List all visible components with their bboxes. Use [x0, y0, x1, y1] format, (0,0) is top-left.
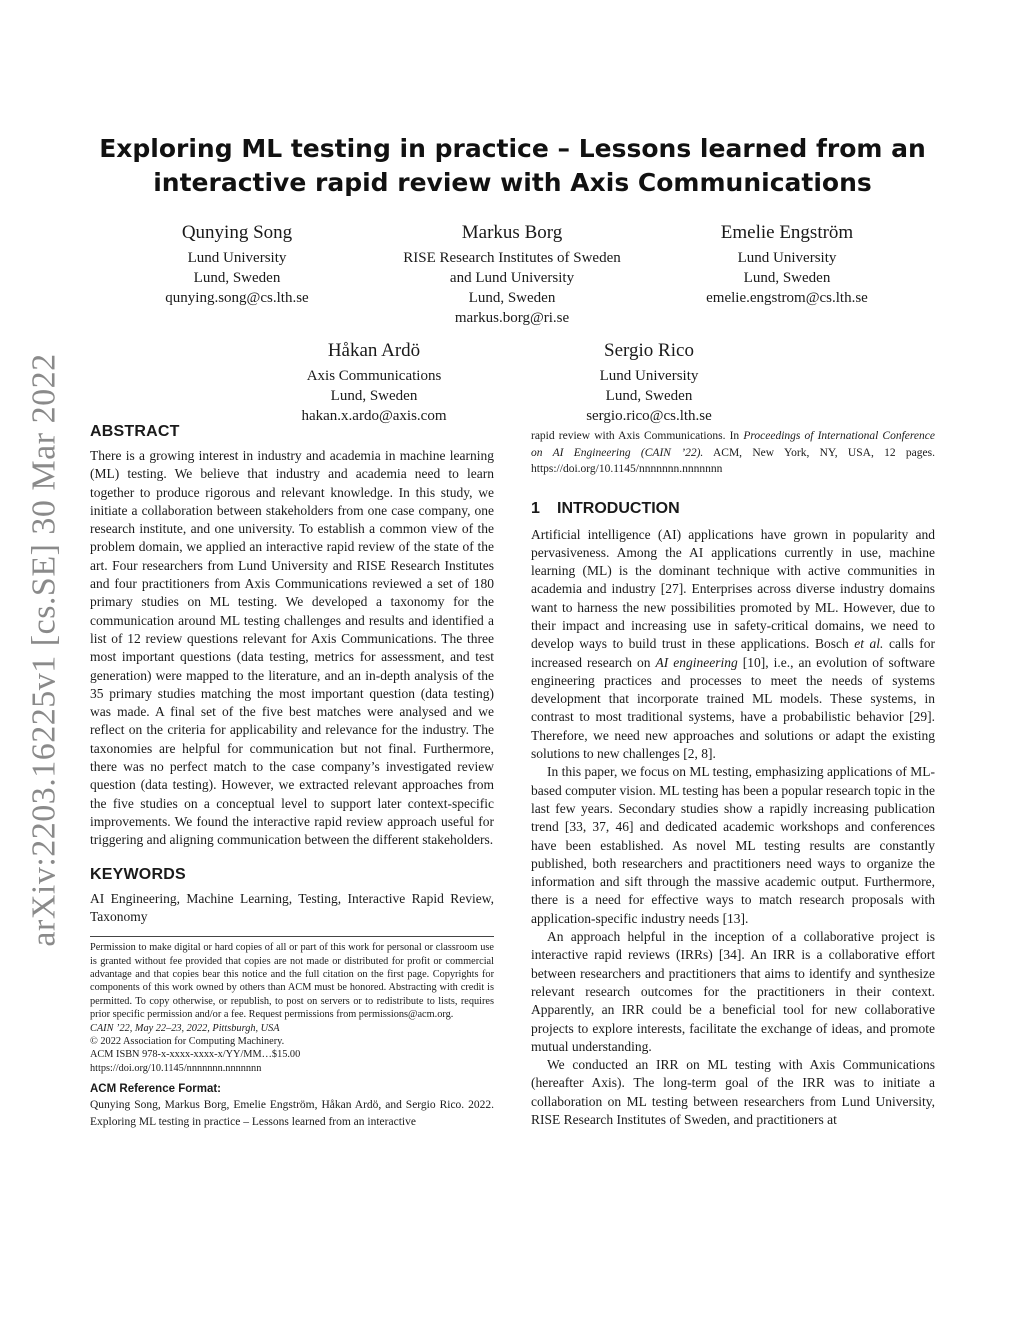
right-column	[531, 428, 935, 1129]
abstract-heading: ABSTRACT	[90, 423, 180, 440]
text-run-italic: et al.	[854, 636, 884, 652]
author-email: hakan.x.ardo@axis.com	[301, 408, 447, 424]
section-title: INTRODUCTION	[557, 499, 680, 517]
acm-reference-continued	[531, 428, 935, 478]
author-location: Lund, Sweden	[743, 270, 831, 286]
footnote-divider	[90, 936, 494, 937]
acm-ref-italic: Proceedings of International Conference on AI Engineering (CAIN ’22).	[531, 430, 935, 459]
author-location: Lund, Sweden	[193, 270, 281, 286]
author-affiliation: RISE Research Institutes of Sweden	[403, 250, 621, 266]
author-email: qunying.song@cs.lth.se	[165, 290, 309, 306]
author-affiliation: Lund University	[737, 250, 837, 266]
author-block-3	[682, 220, 892, 308]
author-block-2	[382, 220, 642, 328]
text-run: Artificial intelligence (AI) applications have grown in popularity and pervasiveness. Among the AI applications currently in use, machine learning (ML) is the dominant technique with active communities in academia and industry [27]. Enterprises across diverse industry domains want to harness the new possibilities promoted by ML. However, due to their impact and increasing use in safety-critical domains, we need to develop ways to build trust in these applications. Bosch	[531, 526, 935, 652]
acm-reference-text: Qunying Song, Markus Borg, Emelie Engström, Håkan Ardö, and Sergio Rico. 2022. Exploring ML testing in practice – Lessons learned from an interactive	[90, 1099, 494, 1128]
acm-ref-plain: rapid review with Axis Communications. In	[531, 430, 744, 442]
author-name: Qunying Song	[181, 222, 293, 243]
intro-paragraph-3: An approach helpful in the inception of a collaborative project is interactive rapid reviews (IRRs) [34]. An IRR is a collaborative effort between researchers and practitioners that aims to identify and synthesize relevant research outcomes for the practitioners in their context. Apparently, an IRR could be a beneficial tool for new collaborative projects to explore interests, facilitate the exchange of ideas, and promote mutual understanding.	[531, 929, 935, 1054]
doi-line: https://doi.org/10.1145/nnnnnnn.nnnnnnn	[90, 1062, 262, 1074]
arxiv-stamp-text: arXiv:2203.16225v1 [cs.SE] 30 Mar 2022	[26, 353, 63, 947]
copyright-line: © 2022 Association for Computing Machinery.	[90, 1035, 285, 1047]
author-block-5	[549, 338, 749, 426]
text-run: [10], i.e., an evolution of software engineering practices and processes to meet the needs of systems development that incorporate trained ML models. These systems, in contrast to most traditional systems, have a probabilistic behavior [29]. Therefore, we need new approaches and solutions or adapt the existing solutions to new challenges [2, 8].	[531, 654, 935, 762]
author-block-1	[137, 220, 337, 308]
author-name: Håkan Ardö	[327, 340, 421, 361]
author-block-4	[274, 338, 474, 426]
author-email: emelie.engstrom@cs.lth.se	[706, 290, 868, 306]
author-location: Lund, Sweden	[605, 388, 693, 404]
author-email: markus.borg@ri.se	[454, 310, 570, 326]
author-name: Markus Borg	[461, 222, 563, 243]
arxiv-stamp	[20, 355, 70, 945]
intro-paragraph-4: We conducted an IRR on ML testing with Axis Communications (hereafter Axis). The long-term goal of the IRR was to initiate a collaboration on ML testing between researchers from Lund University, RISE Research Institutes of Sweden, and practitioners at	[531, 1057, 935, 1127]
conference-line: CAIN ’22, May 22–23, 2022, Pittsburgh, USA	[90, 1022, 280, 1034]
paper-title	[90, 132, 935, 200]
title-line-2: interactive rapid review with Axis Communications	[153, 168, 872, 197]
author-affiliation: Lund University	[599, 368, 699, 384]
acm-reference-heading: ACM Reference Format:	[90, 1083, 221, 1096]
title-line-1: Exploring ML testing in practice – Lessons learned from an	[99, 134, 926, 163]
keywords-text: AI Engineering, Machine Learning, Testing, Interactive Rapid Review, Taxonomy	[90, 890, 494, 924]
author-name: Sergio Rico	[604, 340, 694, 361]
left-column	[90, 423, 494, 1130]
author-location: Lund, Sweden	[468, 290, 556, 306]
isbn-line: ACM ISBN 978-x-xxxx-xxxx-x/YY/MM…$15.00	[90, 1049, 301, 1061]
author-affiliation: and Lund University	[449, 270, 575, 286]
author-affiliation: Lund University	[187, 250, 287, 266]
section-number: 1	[531, 499, 540, 517]
acm-ref-tail: ACM, New York, NY, USA, 12 pages. https://doi.org/10.1145/nnnnnnn.nnnnnnn	[531, 446, 935, 475]
intro-paragraph-1	[531, 526, 935, 764]
permission-notice: Permission to make digital or hard copies of all or part of this work for personal or classroom use is granted without fee provided that copies are not made or distributed for profit or commercial advantage and that copies bear this notice and the full citation on the first page. Copyrights for components of this work owned by others than ACM must be honored. Abstracting with credit is permitted. To copy otherwise, or republish, to post on servers or to redistribute to lists, requires prior specific permission and/or a fee. Request permissions from permissions@acm.org.	[90, 942, 494, 1021]
abstract-text: There is a growing interest in industry and academia in machine learning (ML) testing. We believe that industry and academia need to learn together to produce rigorous and relevant knowledge. In this study, we initiate a collaboration between stakeholders from one case company, one research institute, and one university. To establish a common view of the problem domain, we applied an interactive rapid review of the state of the art. Four researchers from Lund University and RISE Research Institutes and four practitioners from Axis Communications reviewed a set of 180 primary studies on ML testing. We developed a taxonomy for the communication around ML testing challenges and results and identified a list of 12 review questions relevant for Axis Communications. The three most important questions (data testing, metrics for assessment, and test generation) were mapped to the literature, and an in-depth analysis of the 35 primary studies matching the most important question (data testing) was made. A final set of the five best matches were analysed and we reflect on the criteria for applicability and relevance for the industry. The taxonomies are helpful for communication but not final. Furthermore, there was no perfect match to the case company’s investigated review question (data testing). However, we extracted relevant approaches from the five studies on a conceptual level to support later context-specific improvements. We found the interactive rapid review approach useful for triggering and aligning communication between the different stakeholders.	[90, 448, 494, 848]
author-affiliation: Axis Communications	[306, 368, 442, 384]
author-email: sergio.rico@cs.lth.se	[586, 408, 712, 424]
author-location: Lund, Sweden	[330, 388, 418, 404]
author-name: Emelie Engström	[720, 222, 854, 243]
text-run: calls for increased research on	[531, 636, 935, 670]
text-run-italic: AI engineering	[655, 654, 738, 670]
introduction-heading	[531, 500, 935, 518]
keywords-heading: KEYWORDS	[90, 865, 186, 883]
intro-paragraph-2: In this paper, we focus on ML testing, emphasizing applications of ML-based computer vision. ML testing has been a popular research topic in the last few years. Secondary studies show a rapidly increasing publication trend [33, 37, 46] and dedicated academic workshops and conferences have been established. As novel ML testing results are constantly published, both researchers and practitioners need ways to organize the information and sift through the massive academic output. Furthermore, there is a need for effective ways to match research proposals with application-specific industry needs [13].	[531, 764, 936, 926]
